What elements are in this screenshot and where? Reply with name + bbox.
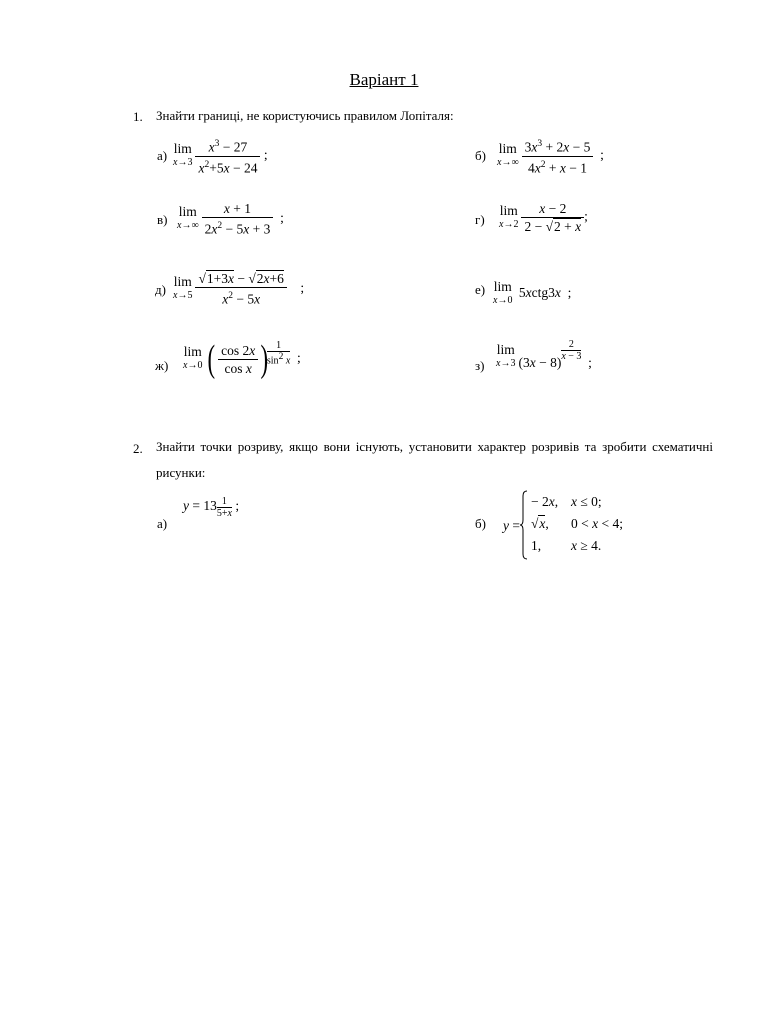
piecewise-brace xyxy=(520,490,528,560)
item-1zh-label: ж) xyxy=(155,358,169,373)
piecewise-cond-1: x ≤ 0; xyxy=(571,494,602,509)
question-2-text: Знайти точки розриву, якщо вони існують, установити характер розривів та зробити схематичні рисунки: xyxy=(156,439,713,480)
formula-1e: lim x→0 5xctg3x ; xyxy=(493,279,572,306)
piecewise-row-1: − 2x, xyxy=(531,494,559,509)
formula-2b-lhs: y = xyxy=(503,518,520,533)
formula-1a: lim x→3 $\frac{x^3 - 27}{x^2+5x - 24}$ ; xyxy=(173,136,268,176)
item-2a-label: а) xyxy=(157,516,168,531)
formula-1v: lim x→∞ $\frac{x + 1}{2x^2 - 5x + 3}$ ; xyxy=(177,201,284,237)
item-1e-label: е) xyxy=(475,282,486,297)
item-1d-label: д) xyxy=(155,282,166,297)
formula-1z: lim x→3 (3x − 8) $\frac{2}{x - 3}$ ; xyxy=(496,339,592,370)
formula-1d: lim x→5 $\frac{√1+3x - √2x+6}{x^2 - 5x}$ ; xyxy=(173,271,305,307)
item-1b-label: б) xyxy=(475,148,486,163)
item-1v-label: в) xyxy=(157,212,168,227)
item-1g-label: г) xyxy=(475,212,485,227)
formula-1zh: lim x→0 ( $\frac{\cos 2x}{\text{cos x}}$ ) $\frac{1}{\sin^2 x}$ ; xyxy=(183,338,301,380)
formula-1b: lim x→∞ $\frac{3x^3 + 2x - 5}{4x^2 + x - 1}$ ; xyxy=(497,136,604,176)
question-1-number: 1. xyxy=(133,109,143,124)
piecewise-row-2: √x, xyxy=(531,516,549,531)
item-2b-label: б) xyxy=(475,516,486,531)
formula-2a: y = 13 $\frac{1}{5+x}$ ; xyxy=(183,496,240,519)
piecewise-cond-2: 0 < x < 4; xyxy=(571,516,623,531)
item-1z-label: з) xyxy=(475,358,485,373)
page-title: Варіант 1 xyxy=(349,70,419,89)
piecewise-cond-3: x ≥ 4. xyxy=(571,538,602,553)
formula-1g: lim x→2 $\frac{x - 2}{2 - √2 + x}$ ; xyxy=(499,201,588,234)
piecewise-row-3: 1, xyxy=(531,538,542,553)
item-1a-label: а) xyxy=(157,148,168,163)
question-2-number: 2. xyxy=(133,441,143,456)
question-1-text: Знайти границі, не користуючись правилом Лопіталя: xyxy=(156,108,454,123)
